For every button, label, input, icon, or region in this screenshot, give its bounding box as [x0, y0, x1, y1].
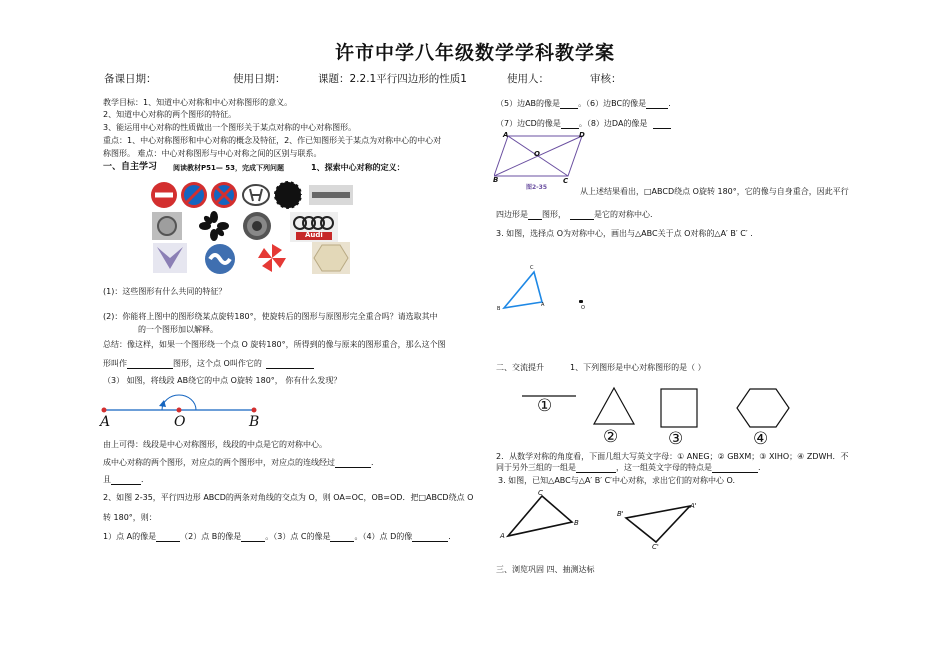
audi-logo-text: Audi — [305, 231, 323, 239]
blank-symmetry-center[interactable] — [266, 359, 314, 369]
right-line-2 — [496, 118, 671, 129]
f3-label-c: C — [538, 489, 543, 497]
blank-image-a[interactable] — [156, 532, 180, 542]
r1-part-1: （5）边AB的像是 — [496, 99, 561, 108]
point-o-label: O — [174, 414, 186, 430]
reading-note: 阅读教材P51— 53，完成下列问题 — [173, 164, 285, 172]
blank-edge-bc[interactable] — [646, 99, 668, 109]
q2-part-2: ，这一组英文字母的特点是 — [616, 463, 712, 472]
figure-caption: 图2-35 — [526, 184, 548, 191]
observation-2-text: 成中心对称的两个图形，对应点的两个图形中，对应点的连线经过 — [103, 458, 335, 467]
lesson-topic: 课题：2.2.1平行四边形的性质1 — [318, 73, 467, 85]
tri-label-c: C — [530, 265, 534, 271]
ex2-part-2: （2）点 B的像是 — [180, 532, 242, 541]
observation-1: 由上可得：线段是中心对称图形，线段的中点是它的对称中心。 — [103, 440, 327, 449]
hexagon-shape-icon — [312, 242, 350, 274]
use-date-label: 使用日期： — [233, 73, 286, 85]
tri-label-a: A — [541, 302, 545, 308]
symmetric-triangles-figure — [500, 490, 700, 550]
summary-text-b: 图形，这个点 O叫作它的 — [173, 359, 262, 368]
fig-label-b: B — [493, 176, 499, 184]
hyundai-logo-icon — [242, 183, 270, 207]
blank-edge-cd[interactable] — [561, 119, 579, 129]
option-4-number: ④ — [753, 429, 769, 449]
r4-part-3: 是它的对称中心. — [594, 210, 653, 219]
exchange-question-1: 1、下列图形是中心对称图形的是（ ） — [570, 363, 706, 372]
spiral-disc-icon — [242, 211, 272, 241]
blank-bisected[interactable] — [111, 475, 141, 485]
page-title: 许市中学八年级数学学科教学案 — [334, 42, 615, 64]
goal-1: 教学目标：1、知道中心对称和中心对称图形的意义。 — [103, 98, 293, 107]
brand-logo-icon — [308, 184, 354, 206]
f3-label-a-prime: A' — [690, 502, 697, 510]
summary-line-2 — [103, 358, 314, 369]
exchange-question-2-line-2: 同于另外三组的一组是 ，这一组英文字母的特点是 . — [496, 463, 761, 472]
blank-image-b[interactable] — [241, 532, 265, 542]
blank-figure-type[interactable] — [528, 210, 542, 220]
r2-part-2: 。（8）边DA的像是 — [578, 119, 648, 128]
exercise-2-line-3: 1）点 A的像是 （2）点 B的像是 。（3）点 C的像是 。（4）点 D的像 ． — [103, 532, 457, 541]
r4-part-2: 图形， — [542, 210, 566, 219]
blank-center-point[interactable] — [570, 210, 594, 220]
fig-label-a: A — [503, 131, 509, 139]
no-stopping-sign-icon — [210, 181, 238, 209]
blank-passes-through[interactable] — [335, 458, 371, 468]
key-point-2: 称图形。 难点：中心对称图形与中心对称之间的区别与联系。 — [103, 149, 322, 158]
r4-part-1: 四边形是 — [496, 210, 528, 219]
tri-label-o: O — [581, 305, 585, 311]
exercise-2-line-2: 转 180°，则： — [103, 513, 157, 522]
summary-line-1: 总结：像这样，如果一个图形绕一个点 O 旋转180°，所得到的像与原来的图形重合，那么这个图 — [103, 340, 446, 349]
question-2-line-1: (2)：你能将上图中的图形绕某点旋转180°，使旋转后的图形与原图形完全重合吗？请选取其中 — [103, 312, 438, 321]
fig-label-d: D — [579, 131, 585, 139]
goal-3: 3、能运用中心对称的性质做出一个图形关于某点对称的中心对称图形。 — [103, 123, 357, 132]
question-1: (1)：这些图形有什么共同的特征？ — [103, 287, 227, 296]
blank-odd-group[interactable] — [576, 463, 616, 473]
observation-2: 成中心对称的两个图形，对应点的两个图形中，对应点的连线经过 ． — [103, 458, 379, 467]
blank-symmetry-type[interactable] — [127, 359, 173, 369]
fig-label-o: O — [534, 150, 540, 158]
blank-edge-ab[interactable] — [560, 99, 578, 109]
red-pinwheel-icon — [256, 242, 288, 274]
exchange-question-3: 3. 如图，已知△ABC与△A′ B′ C′中心对称，求出它们的对称中心 O. — [498, 476, 736, 485]
exercise-2-line-1: 2、如图 2-35，平行四边形 ABCD的两条对角线的交点为 O，则 OA=OC，OB=OD．把□ABCD绕点 O — [103, 493, 474, 502]
r1-part-2: 。（6）边BC的像是 — [578, 99, 647, 108]
point-a-label: A — [100, 414, 111, 430]
f3-label-b-prime: B' — [617, 510, 624, 518]
folded-shape-icon — [153, 243, 187, 273]
no-entry-sign-icon — [150, 181, 178, 209]
goal-2: 2、知道中心对称的两个图形的特征。 — [103, 110, 237, 119]
triangle-abc-figure — [496, 268, 556, 316]
review-label: 审核： — [590, 73, 622, 85]
fig-label-c: C — [563, 177, 569, 185]
blank-image-d[interactable] — [412, 532, 448, 542]
swirl-logo-icon — [203, 243, 237, 275]
blank-edge-da[interactable] — [653, 119, 671, 129]
center-point-o-icon — [579, 300, 583, 303]
question-2-line-2: 的一个图形加以解释。 — [138, 325, 218, 334]
ex2-part-3: 。（3）点 C的像是 — [265, 532, 331, 541]
section-review: 三、浏览巩固 四、抽测达标 — [496, 565, 595, 574]
f3-label-b: B — [574, 519, 579, 527]
option-1-number: ① — [537, 396, 553, 416]
summary-text-a: 形叫作 — [103, 359, 127, 368]
option-2-number: ② — [603, 427, 619, 447]
f3-label-a: A — [500, 532, 505, 540]
blank-group-feature[interactable] — [712, 463, 758, 473]
coin-photo-icon — [152, 212, 182, 240]
user-label: 使用人： — [507, 73, 549, 85]
ex2-part-1: 1）点 A的像是 — [103, 532, 157, 541]
audi-logo-icon — [290, 212, 338, 242]
q2-part-1: 同于另外三组的一组是 — [496, 463, 576, 472]
option-3-number: ③ — [668, 429, 684, 449]
r2-part-1: （7）边CD的像是 — [496, 119, 561, 128]
f3-label-c-prime: C' — [652, 543, 659, 551]
ex2-part-4: 。（4）点 D的像 — [354, 532, 413, 541]
question-3: （3） 如图，将线段 AB绕它的中点 O旋转 180°， 你有什么发现？ — [103, 376, 342, 385]
right-line-5: 3. 如图，选择点 O为对称中心，画出与△ABC关于点 O对称的△A′ B′ C′ . — [496, 229, 753, 238]
right-line-1: （5）边AB的像是 。（6）边BC的像是 . — [496, 99, 671, 108]
prep-date-label: 备课日期： — [104, 73, 157, 85]
observation-3-text: 且 — [103, 475, 111, 484]
right-line-4 — [496, 209, 653, 220]
right-line-3: 从上述结果看出，□ABCD绕点 O旋转 180°，它的像与自身重合，因此平行 — [580, 187, 849, 196]
blank-image-c[interactable] — [330, 532, 354, 542]
observation-3: 且 ． — [103, 475, 149, 484]
tri-label-b: B — [497, 306, 501, 312]
sunburst-pattern-icon — [273, 180, 303, 210]
key-point-1: 重点：1、中心对称图形和中心对称的概念及特征，2、作已知图形关于某点为对称中心的中心对 — [103, 136, 442, 145]
exchange-question-2-line-1: 2．从数学对称的角度看，下面几组大写英文字母：① ANEG；② GBXM；③ XIHO；④ ZDWH．不 — [496, 452, 849, 461]
pinwheel-flower-icon — [199, 211, 229, 241]
section-exchange: 二、交流提升 — [496, 363, 544, 372]
section-self-study: 一、自主学习 — [103, 162, 158, 172]
section-question: 1、探索中心对称的定义： — [311, 163, 405, 172]
no-parking-sign-icon — [180, 181, 208, 209]
point-b-label: B — [249, 414, 260, 430]
